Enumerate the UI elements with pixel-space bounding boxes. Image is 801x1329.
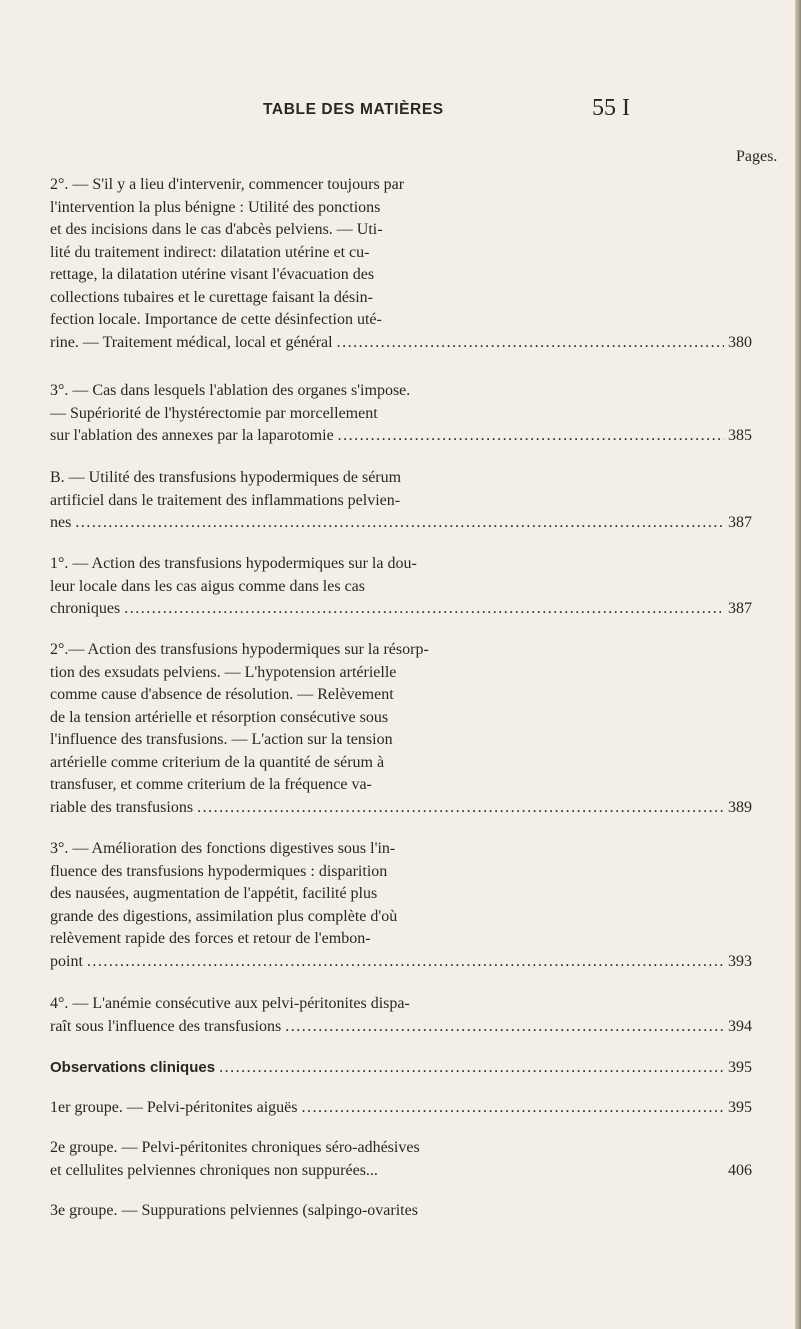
entry-line: relèvement rapide des forces et retour de l'embon-: [50, 930, 371, 947]
entry-page-number: 389: [728, 798, 752, 816]
entry-page-number: 387: [728, 514, 752, 531]
dot-leader: [302, 1097, 725, 1120]
toc-entry: [50, 838, 752, 973]
entry-line: de la tension artérielle et résorption consécutive sous: [50, 708, 389, 726]
toc-entry: [50, 380, 752, 448]
entry-line: 3e groupe. — Suppurations pelviennes (salpingo-ovarites: [50, 1202, 418, 1219]
entry-last-line: rine. — Traitement médical, local et général: [50, 333, 333, 351]
entry-line: 2e groupe. — Pelvi-péritonites chroniques séro-adhésives: [50, 1139, 420, 1156]
entry-page-number: 395: [728, 1099, 752, 1116]
entry-line: rettage, la dilatation utérine visant l'évacuation des: [50, 266, 375, 283]
toc-entry: [50, 639, 752, 819]
page-header: [0, 95, 801, 125]
entry-line: tion des exsudats pelviens. — L'hypotension artérielle: [50, 663, 397, 681]
entry-last-line: nes: [50, 514, 72, 531]
entry-line: 2°.— Action des transfusions hypodermiques sur la résorp-: [50, 641, 429, 658]
entry-last-line: 1er groupe. — Pelvi-péritonites aiguës: [50, 1099, 298, 1116]
page-number: 55 I: [592, 95, 630, 121]
entry-line: comme cause d'absence de résolution. — Relèvement: [50, 686, 394, 703]
entry-line: artificiel dans le traitement des inflammations pelvien-: [50, 491, 401, 509]
entry-leader-line: [50, 1016, 752, 1039]
toc-entry: [50, 174, 752, 354]
entry-page-number: 380: [728, 333, 752, 351]
section-heading: Observations cliniques: [50, 1059, 216, 1076]
entry-line: — Supériorité de l'hystérectomie par morcellement: [50, 404, 378, 422]
entry-line: fluence des transfusions hypodermiques : disparition: [50, 862, 388, 880]
toc-entry: [50, 1137, 752, 1182]
dot-leader: [197, 797, 724, 820]
entry-page-number: 393: [728, 952, 752, 970]
entry-last-line: sur l'ablation des annexes par la laparotomie: [50, 427, 334, 444]
entry-leader-line: [50, 332, 752, 355]
dot-leader: [285, 1016, 724, 1039]
entry-leader-line: [50, 797, 752, 820]
pages-column-label: Pages.: [736, 148, 778, 165]
entry-line: 4°. — L'anémie consécutive aux pelvi-péritonites dispa-: [50, 995, 410, 1012]
toc-entry: [50, 467, 752, 535]
entry-page-number: 406: [728, 1161, 752, 1179]
entry-line: artérielle comme criterium de la quantité de sérum à: [50, 753, 385, 771]
entry-line: 2°. — S'il y a lieu d'intervenir, commencer toujours par: [50, 176, 405, 193]
entry-leader-line: [50, 598, 752, 621]
entry-last-line: point: [50, 952, 83, 970]
entry-page-number: 394: [728, 1017, 752, 1035]
entry-last-line: riable des transfusions: [50, 798, 194, 816]
entry-line: grande des digestions, assimilation plus complète d'où: [50, 907, 398, 925]
entry-line: B. — Utilité des transfusions hypodermiques de sérum: [50, 469, 402, 486]
dot-leader: [338, 425, 724, 448]
entry-line: lité du traitement indirect: dilatation utérine et cu-: [50, 243, 370, 261]
entry-line: et des incisions dans le cas d'abcès pelviens. — Uti-: [50, 221, 383, 238]
entry-leader-line: [50, 1097, 752, 1120]
entry-line: 1°. — Action des transfusions hypodermiques sur la dou-: [50, 555, 417, 572]
dot-leader: [124, 598, 724, 621]
entry-line: leur locale dans les cas aigus comme dans les cas: [50, 577, 365, 595]
page-edge-shadow: [795, 0, 801, 1329]
entry-leader-line: [50, 951, 752, 974]
entry-line: transfuser, et comme criterium de la fréquence va-: [50, 776, 372, 793]
dot-leader: [337, 332, 724, 355]
entry-leader-line: [50, 1057, 752, 1080]
entry-leader-line: [50, 512, 752, 535]
toc-section-heading: [50, 1057, 752, 1080]
entry-last-line: raît sous l'influence des transfusions: [50, 1017, 282, 1035]
entry-page-number: 395: [728, 1059, 752, 1076]
toc-entry: [50, 1200, 752, 1223]
entry-line: fection locale. Importance de cette désinfection uté-: [50, 311, 382, 328]
toc-entry: [50, 993, 752, 1038]
entry-last-line: chroniques: [50, 600, 121, 617]
dot-leader: [87, 951, 724, 974]
entry-line: 3°. — Amélioration des fonctions digestives sous l'in-: [50, 840, 396, 857]
entry-line: 3°. — Cas dans lesquels l'ablation des organes s'impose.: [50, 382, 411, 399]
entry-leader-line: [50, 1160, 752, 1183]
entry-page-number: 385: [728, 427, 752, 444]
toc-entry: [50, 1097, 752, 1120]
entry-line: des nausées, augmentation de l'appétit, facilité plus: [50, 885, 378, 902]
running-title: TABLE DES MATIÈRES: [263, 101, 444, 118]
entry-page-number: 387: [728, 600, 752, 617]
entry-line: collections tubaires et le curettage faisant la désin-: [50, 288, 373, 306]
toc-entry: [50, 553, 752, 621]
entry-line: l'influence des transfusions. — L'action sur la tension: [50, 731, 393, 748]
entry-leader-line: [50, 425, 752, 448]
dot-leader: [75, 512, 724, 535]
entry-line: l'intervention la plus bénigne : Utilité des ponctions: [50, 198, 381, 216]
entry-last-line: et cellulites pelviennes chroniques non suppurées...: [50, 1161, 378, 1179]
dot-leader: [219, 1057, 724, 1080]
